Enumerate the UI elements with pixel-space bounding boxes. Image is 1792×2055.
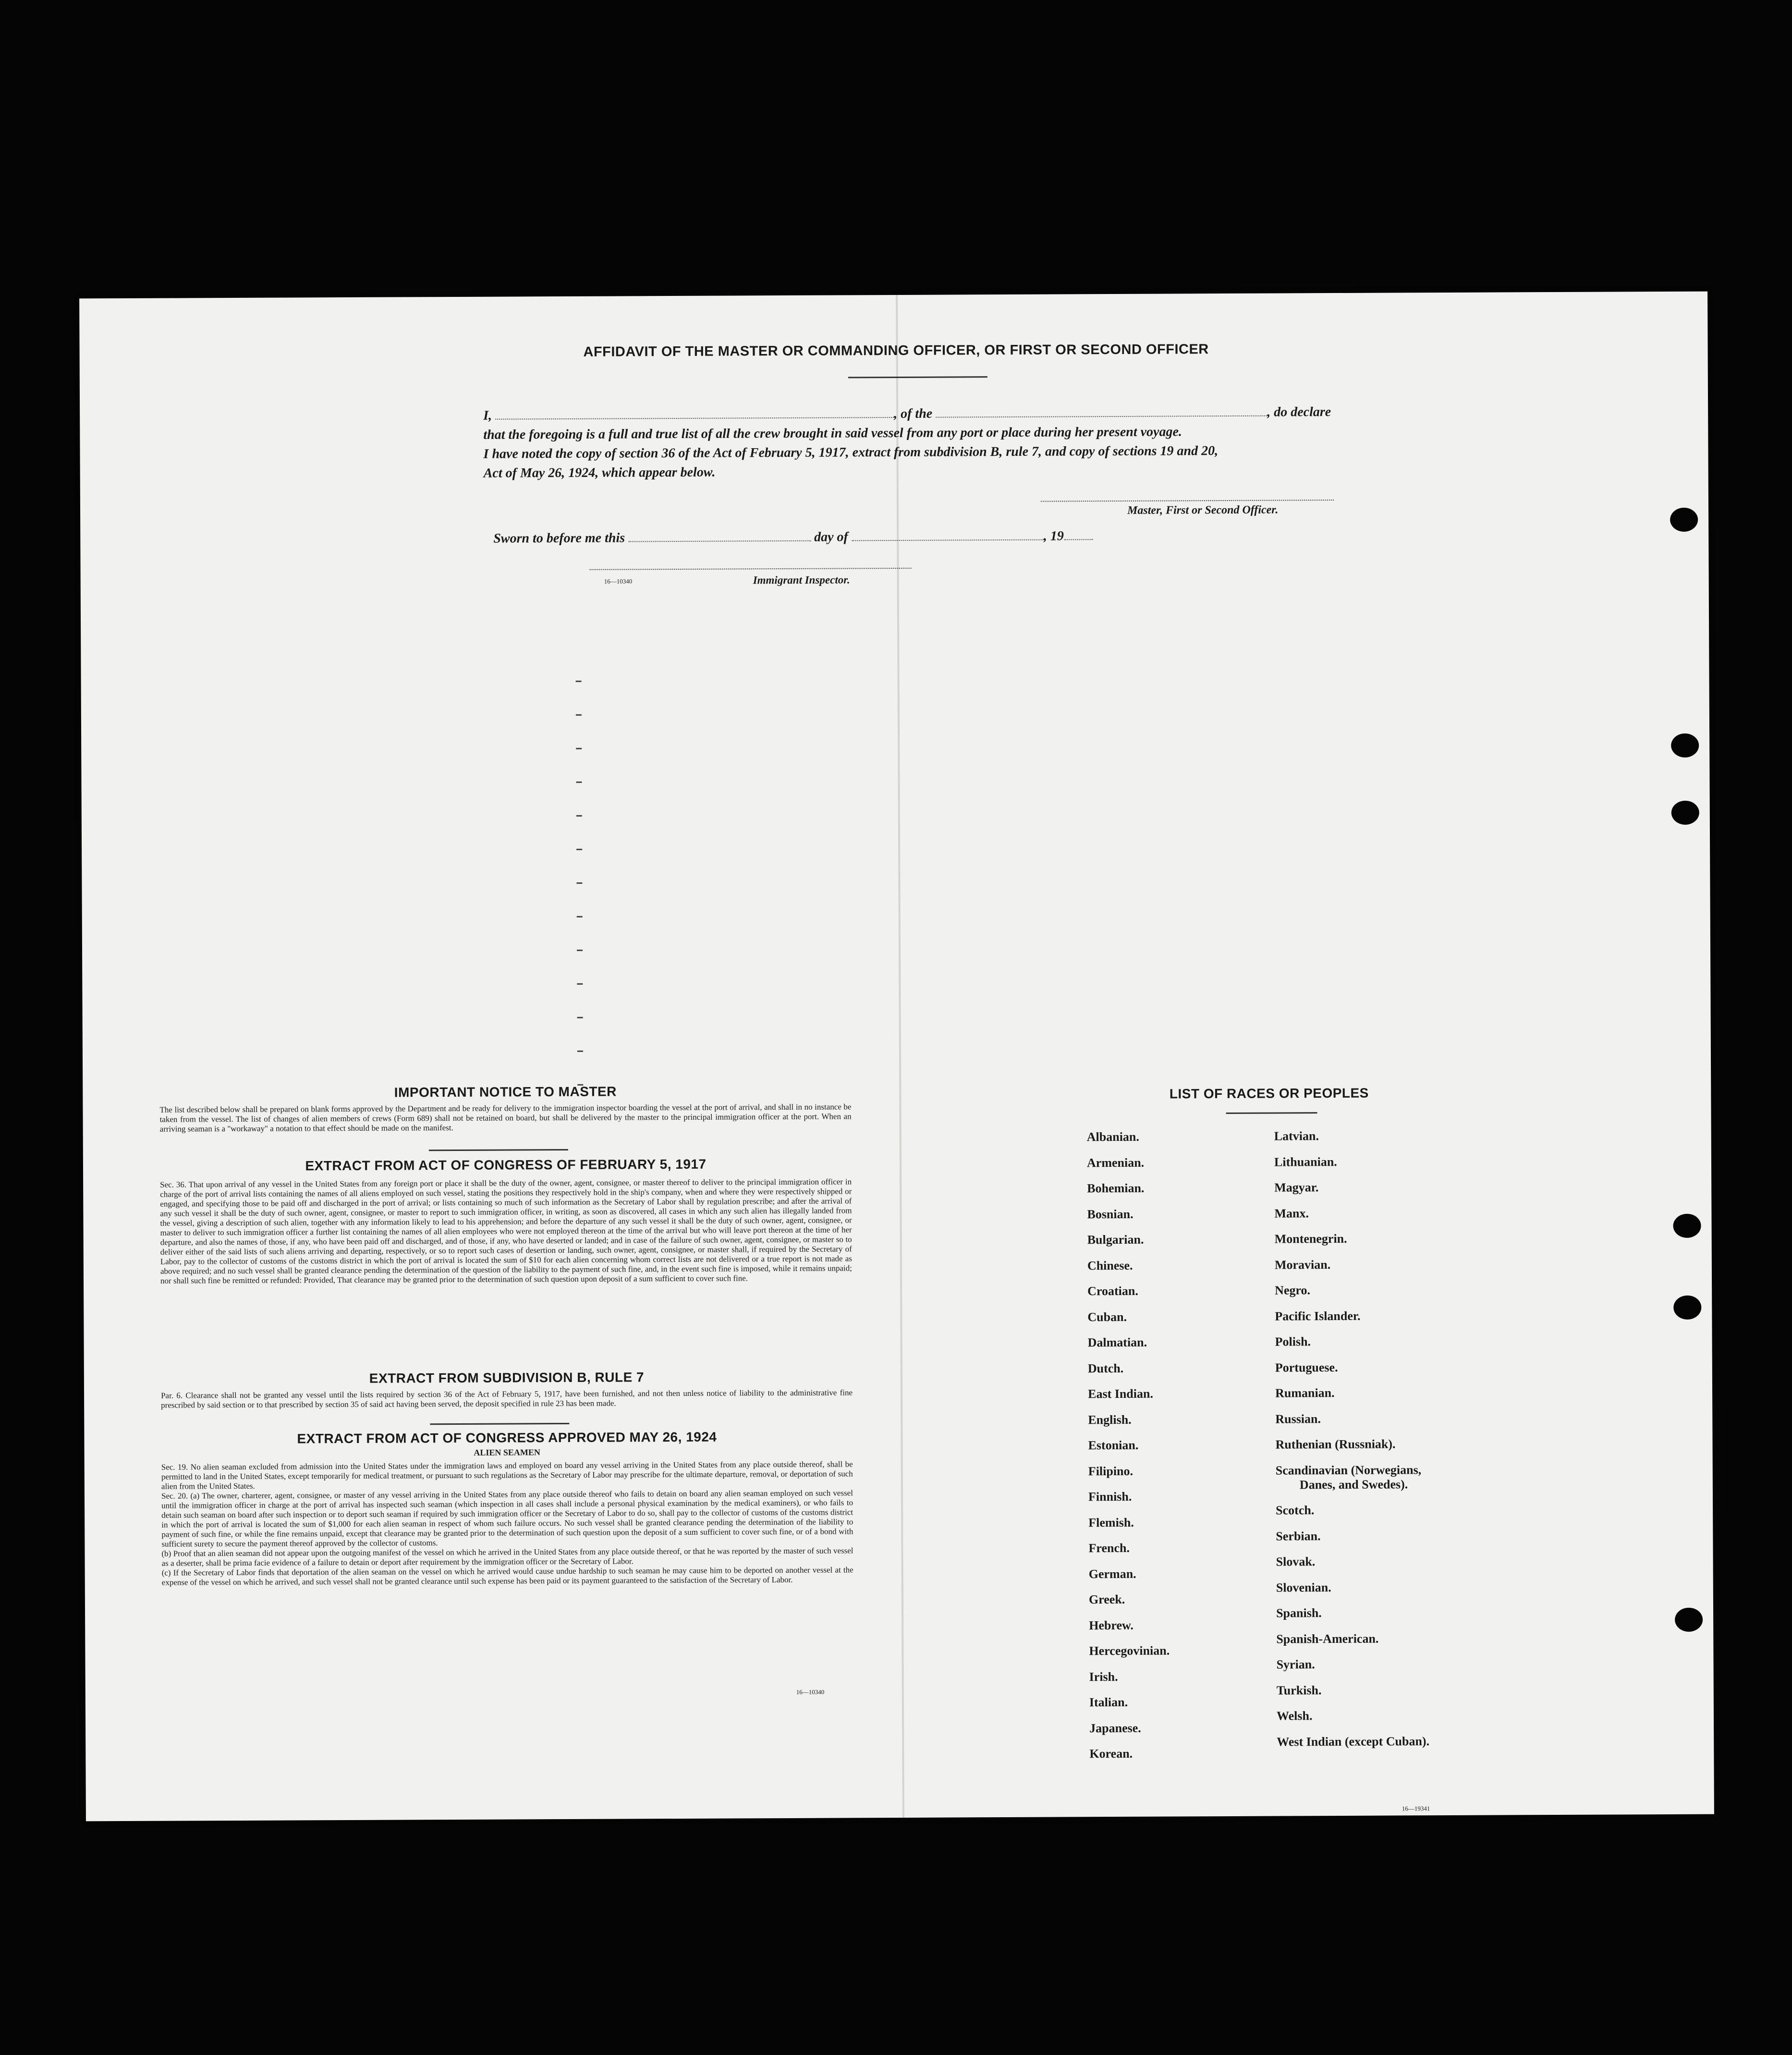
- alien-seamen-subtitle: ALIEN SEAMEN: [474, 1447, 540, 1457]
- page-fold: [896, 295, 904, 1818]
- race-item: Spanish-American.: [1276, 1631, 1379, 1646]
- race-item: Hebrew.: [1089, 1618, 1134, 1632]
- race-item: Bulgarian.: [1087, 1232, 1144, 1247]
- document-page: [79, 292, 1714, 1822]
- races-left-column: [79, 292, 1707, 299]
- form-number: 16—10340: [604, 577, 633, 585]
- race-item: Korean.: [1089, 1746, 1133, 1761]
- i-label: I,: [483, 408, 492, 423]
- punch-hole: [1671, 801, 1699, 825]
- extract-1917-text: Sec. 36. That upon arrival of any vessel in the United States from any foreign port or place it shall be the duty of the owner, agent, consignee, or master thereof to deliver to the principal immigration officer in charge of the port of arrival lists containing the names of all aliens employed on such vessel, stating the positions they respectively hold in the ship's company, when and where they were respectively shipped or engaged, and specifying those to be paid off and discharged in the port of arrival; or lists containing so much of such information as the Secretary of Labor shall by regulation prescribe; and after the arrival of any such vessel it shall be the duty of such owner, agent, consignee, or master to report to such immigration officer, in writing, as soon as discovered, all cases in which any such alien has illegally landed from the vessel, giving a description of such alien, together with any information likely to lead to his apprehension; and before the departure of any such vessel it shall be the duty of such owner, agent, consignee, or master to deliver to such immigration officer a further list containing the names of all alien employees who were not employed thereon at the time of the arrival but who will leave port thereon at the time of her departure, and also the names of those, if any, who have been paid off and discharged, and of those, if any, who have deserted or landed; and in case of the failure of such owner, agent, consignee, or master so to deliver either of the said lists of such aliens arriving and departing, respectively, or so to report such cases of desertion or landing, such owner, agent, consignee, or master shall, if required by the Secretary of Labor, pay to the collector of customs of the customs district in which the port of arrival is located the sum of $10 for each alien concerning whom correct lists are not delivered or a true report is not made as above required; and no such vessel shall be granted clearance pending the determination of the question of the liability to the payment of such fine, and, in the event such fine is imposed, while it remains unpaid; nor shall such fine be remitted or refunded: Provided, That clearance may be granted prior to the determination of such question upon deposit of a sum sufficient to cover such fine.: [160, 1177, 852, 1285]
- race-item: Moravian.: [1274, 1257, 1331, 1272]
- race-item: Serbian.: [1276, 1529, 1321, 1543]
- year-label: , 19: [1043, 528, 1064, 544]
- race-item: Latvian.: [1274, 1129, 1319, 1143]
- race-item: Hercegovinian.: [1089, 1643, 1170, 1658]
- race-item: Croatian.: [1087, 1284, 1138, 1298]
- race-item: Negro.: [1275, 1283, 1311, 1297]
- rule7-text: Par. 6. Clearance shall not be granted any vessel until the lists required by section 36 of the Act of February 5, 1917, have been furnished, and not then unless notice of liability to the administrative fine prescribed by said section or to that prescribed by section 35 of said act having been served, the deposit specified in rule 23 has been made.: [161, 1388, 853, 1410]
- races-title: LIST OF RACES OR PEOPLES: [1169, 1085, 1369, 1101]
- races-right-column: [79, 292, 1707, 299]
- race-item: Cuban.: [1087, 1309, 1127, 1324]
- race-item: Bosnian.: [1087, 1207, 1134, 1221]
- race-item: West Indian (except Cuban).: [1277, 1734, 1430, 1749]
- race-item: Bohemian.: [1087, 1181, 1145, 1196]
- race-item: East Indian.: [1088, 1386, 1153, 1401]
- race-item: Flemish.: [1088, 1515, 1134, 1529]
- affidavit-line-4: Act of May 26, 1924, which appear below.: [483, 465, 716, 481]
- race-item: Slovenian.: [1276, 1580, 1331, 1595]
- race-item: Slovak.: [1276, 1554, 1316, 1569]
- divider: [1226, 1112, 1317, 1114]
- sec20a-text: Sec. 20. (a) The owner, charterer, agent, consignee, or master of any vessel arriving in the United States from any place outside thereof who fails to detain on board any alien seaman employed on such vessel until the immigration officer in charge at the port of arrival has inspected such seaman (which inspection in all cases shall include a personal physical examination by the medical examiners), or who fails to detain such seaman on board after such inspection or to deport such seaman if required by such immigration officer or the Secretary of Labor to do so, shall pay to the collector of customs of the customs district in which the port of arrival is located the sum of $1,000 for each alien seaman in respect of whom such failure occurs. No such vessel shall be granted clearance pending the determination of the liability to payment of such fine, or while the fine remains unpaid, except that clearance may be granted prior to the determination of such question upon the deposit of a sum sufficient to cover such fine, or of a bond with sufficient surety to secure the payment thereof approved by the collector of customs.: [161, 1488, 853, 1549]
- race-item: Albanian.: [1086, 1129, 1139, 1144]
- day-of-label: day of: [814, 529, 848, 545]
- do-declare-label: , do declare: [1267, 404, 1331, 420]
- master-label: Master, First or Second Officer.: [1127, 503, 1279, 517]
- race-item: Portuguese.: [1275, 1360, 1338, 1375]
- notice-text: The list described below shall be prepared on blank forms approved by the Department and be ready for delivery to the immigration inspector boarding the vessel at the port of arrival, and shall in no instance be taken from the vessel. The list of changes of alien members of crews (Form 689) shall not be retained on board, but shall be delivered by the master to the principal immigration officer at the port. When an arriving seaman is a "workaway" a notation to that effect should be made on the manifest.: [159, 1102, 852, 1134]
- of-the-label: , of the: [894, 406, 933, 422]
- race-item: Danes, and Swedes).: [1299, 1477, 1408, 1492]
- punch-hole: [1670, 508, 1698, 532]
- punch-hole: [1675, 1608, 1703, 1632]
- race-item: Dutch.: [1087, 1361, 1124, 1375]
- race-item: Turkish.: [1276, 1683, 1322, 1698]
- race-item: Greek.: [1088, 1592, 1125, 1607]
- sec20c-text: (c) If the Secretary of Labor finds that deportation of the alien seaman on the vessel on which he arrived would cause undue hardship to such seaman he may cause him to be deported on another vessel at the expense of the vessel on which he arrived, and such vessel shall not be granted clearance until such expense has been paid or its payment guaranteed to the satisfaction of the Secretary of Labor.: [161, 1565, 853, 1587]
- affidavit-title: AFFIDAVIT OF THE MASTER OR COMMANDING OFFICER, OR FIRST OR SECOND OFFICER: [583, 342, 1209, 360]
- race-item: French.: [1088, 1541, 1130, 1555]
- inspector-label: Immigrant Inspector.: [753, 574, 850, 587]
- race-item: Filipino.: [1088, 1464, 1134, 1478]
- race-item: Welsh.: [1276, 1709, 1313, 1723]
- form-number: 16—19341: [1402, 1805, 1430, 1812]
- signature-line: [1041, 500, 1334, 502]
- race-item: Ruthenian (Russniak).: [1275, 1437, 1396, 1452]
- sworn-label: Sworn to before me this: [493, 530, 625, 546]
- race-item: Dalmatian.: [1087, 1335, 1147, 1350]
- divider: [848, 376, 987, 378]
- race-item: Polish.: [1275, 1334, 1311, 1349]
- race-item: Rumanian.: [1275, 1386, 1335, 1400]
- race-item: Scotch.: [1276, 1503, 1315, 1517]
- divider: [430, 1423, 569, 1425]
- race-item: Syrian.: [1276, 1657, 1315, 1672]
- punch-hole: [1671, 734, 1699, 758]
- race-item: Armenian.: [1086, 1155, 1145, 1170]
- race-item: Lithuanian.: [1274, 1154, 1337, 1169]
- race-item: Scandinavian (Norwegians,: [1275, 1462, 1422, 1478]
- race-item: Finnish.: [1088, 1489, 1132, 1504]
- race-item: Spanish.: [1276, 1606, 1322, 1620]
- race-item: English.: [1088, 1412, 1132, 1427]
- race-item: Italian.: [1089, 1695, 1128, 1710]
- punch-hole: [1673, 1214, 1701, 1238]
- race-item: German.: [1088, 1566, 1136, 1581]
- punch-hole: [1673, 1296, 1701, 1320]
- race-item: Estonian.: [1088, 1438, 1139, 1453]
- extract-1917-title: EXTRACT FROM ACT OF CONGRESS OF FEBRUARY 5, 1917: [305, 1156, 707, 1174]
- race-item: Chinese.: [1087, 1258, 1133, 1272]
- race-item: Montenegrin.: [1274, 1231, 1347, 1246]
- sec20b-text: (b) Proof that an alien seaman did not appear upon the outgoing manifest of the vessel on which he arrived in the United States from any place outside thereof, or that he was reported by the master of such vessel as a deserter, shall be prima facie evidence of a failure to detain or deport after requirement by the immigration officer or the Secretary of Labor.: [161, 1546, 853, 1568]
- divider: [429, 1149, 568, 1151]
- affidavit-line-1: [483, 404, 1434, 424]
- race-item: Manx.: [1274, 1206, 1309, 1221]
- race-item: Japanese.: [1089, 1721, 1141, 1735]
- sec19-text: Sec. 19. No alien seaman excluded from admission into the United States under the immigration laws and employed on board any vessel arriving in the United States from any place outside thereof, shall be permitted to land in the United States, except temporarily for medical treatment, or pursuant to such regulations as the Secretary of Labor may prescribe for the ultimate departure, removal, or deportation of such alien from the United States.: [161, 1459, 853, 1491]
- extract-1924-title: EXTRACT FROM ACT OF CONGRESS APPROVED MAY 26, 1924: [297, 1429, 717, 1446]
- day-blank: [628, 530, 811, 542]
- rule7-title: EXTRACT FROM SUBDIVISION B, RULE 7: [369, 1370, 645, 1386]
- race-item: Magyar.: [1274, 1180, 1319, 1195]
- race-item: Russian.: [1275, 1411, 1321, 1426]
- form-number: 16—10340: [796, 1688, 825, 1696]
- month-blank: [852, 529, 1044, 541]
- inspector-signature-line: [590, 568, 912, 570]
- race-item: Pacific Islander.: [1275, 1309, 1361, 1323]
- race-item: Irish.: [1089, 1669, 1118, 1684]
- extract-1924-body: [161, 1459, 853, 1587]
- notice-title: IMPORTANT NOTICE TO MASTER: [394, 1084, 617, 1100]
- name-blank: [495, 406, 894, 420]
- affidavit-line-3: I have noted the copy of section 36 of the Act of February 5, 1917, extract from subdivision B, rule 7, and copy of sections 19 and 20,: [483, 443, 1219, 462]
- vessel-blank: [936, 405, 1267, 418]
- affidavit-line-2: that the foregoing is a full and true list of all the crew brought in said vessel from any port or place during her present voyage.: [483, 424, 1182, 442]
- year-blank: [1064, 528, 1093, 540]
- sworn-line: [493, 528, 1166, 547]
